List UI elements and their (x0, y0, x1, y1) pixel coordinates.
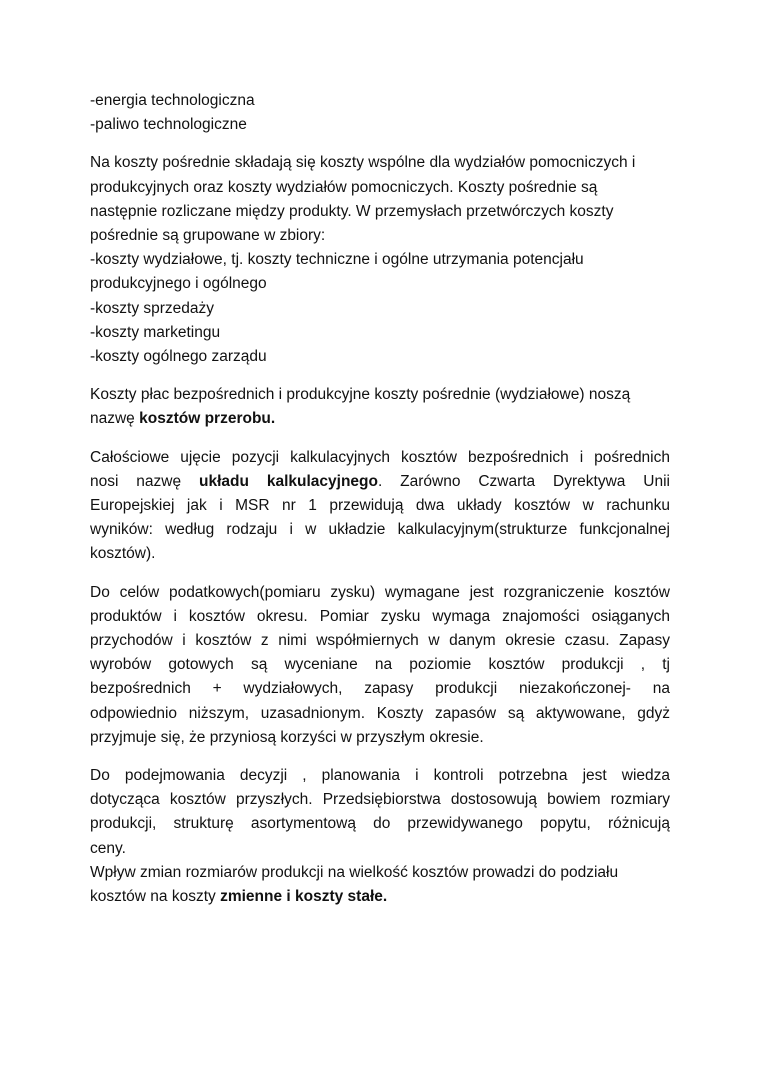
list-item: -energia technologiczna (90, 92, 255, 109)
text-line: kosztów). (90, 545, 156, 563)
list-item: -koszty sprzedaży (90, 299, 215, 317)
paragraph-decision-making (90, 764, 670, 909)
text-line: Europejskiej jak i MSR nr 1 przewidują dwa układy kosztów w rachunku (90, 497, 670, 515)
list-item: -koszty marketingu (90, 323, 221, 341)
text-line: wyników: według rodzaju i w układzie kalkulacyjnym(strukturze funkcjonalnej (90, 521, 670, 539)
text-line: produktów i kosztów okresu. Pomiar zysku wymaga znajomości osiąganych (90, 607, 670, 625)
list-top (90, 89, 670, 137)
text-line: pośrednie są grupowane w zbiory: (90, 227, 326, 245)
bold-term: zmienne i koszty stałe. (220, 888, 388, 906)
text-line: produkcyjnego i ogólnego (90, 275, 267, 293)
text-line: następnie rozliczane między produkty. W przemysłach przetwórczych koszty (90, 202, 614, 220)
text-line: przychodów i kosztów z nimi współmiernych w danym okresie czasu. Zapasy (90, 632, 670, 650)
text-line: bezpośrednich + wydziałowych, zapasy produkcji niezakończonej- na (90, 680, 670, 698)
text-line: Wpływ zmian rozmiarów produkcji na wielkość kosztów prowadzi do podziału (90, 863, 619, 881)
text-line: wyrobów gotowych są wyceniane na poziomie kosztów produkcji , tj (90, 656, 670, 674)
text-segment: . Zarówno Czwarta Dyrektywa Unii (377, 472, 670, 490)
text-line (90, 885, 670, 909)
paragraph-conversion-costs (90, 383, 670, 431)
text-segment: nazwę (90, 410, 140, 428)
bold-term: kosztów przerobu. (139, 410, 276, 428)
paragraph-calculation-layout (90, 446, 670, 567)
text-line: Do podejmowania decyzji , planowania i kontroli potrzebna jest wiedza (90, 767, 670, 785)
document-page (90, 89, 670, 909)
paragraph-tax-purposes (90, 581, 670, 750)
text-line: przyjmuje się, że przyniosą korzyści w przyszłym okresie. (90, 728, 484, 746)
list-item: -paliwo technologiczne (90, 116, 247, 134)
text-line: ceny. (90, 839, 126, 857)
list-item: -koszty ogólnego zarządu (90, 348, 267, 366)
text-line (90, 407, 670, 431)
text-line: dotycząca kosztów przyszłych. Przedsiębiorstwa dostosowują bowiem rozmiary (90, 791, 670, 809)
text-segment: kosztów na koszty (90, 888, 221, 906)
text-line: Do celów podatkowych(pomiaru zysku) wymagane jest rozgraniczenie kosztów (90, 583, 670, 601)
text-line: Na koszty pośrednie składają się koszty wspólne dla wydziałów pomocniczych i (90, 154, 636, 172)
text-line (90, 470, 670, 494)
paragraph-indirect-costs (90, 151, 670, 369)
text-line: odpowiednio niższym, uzasadnionym. Koszty zapasów są aktywowane, gdyż (90, 704, 670, 722)
text-line: Całościowe ujęcie pozycji kalkulacyjnych kosztów bezpośrednich i pośrednich (90, 448, 670, 466)
bold-term: układu kalkulacyjnego (199, 472, 378, 490)
text-line: Koszty płac bezpośrednich i produkcyjne koszty pośrednie (wydziałowe) noszą (90, 386, 631, 404)
text-segment: nosi nazwę (90, 472, 199, 490)
text-line: produkcji, strukturę asortymentową do przewidywanego popytu, różnicują (90, 815, 670, 833)
list-item: -koszty wydziałowe, tj. koszty techniczne i ogólne utrzymania potencjału (90, 251, 584, 269)
text-line: produkcyjnych oraz koszty wydziałów pomocniczych. Koszty pośrednie są (90, 178, 598, 196)
